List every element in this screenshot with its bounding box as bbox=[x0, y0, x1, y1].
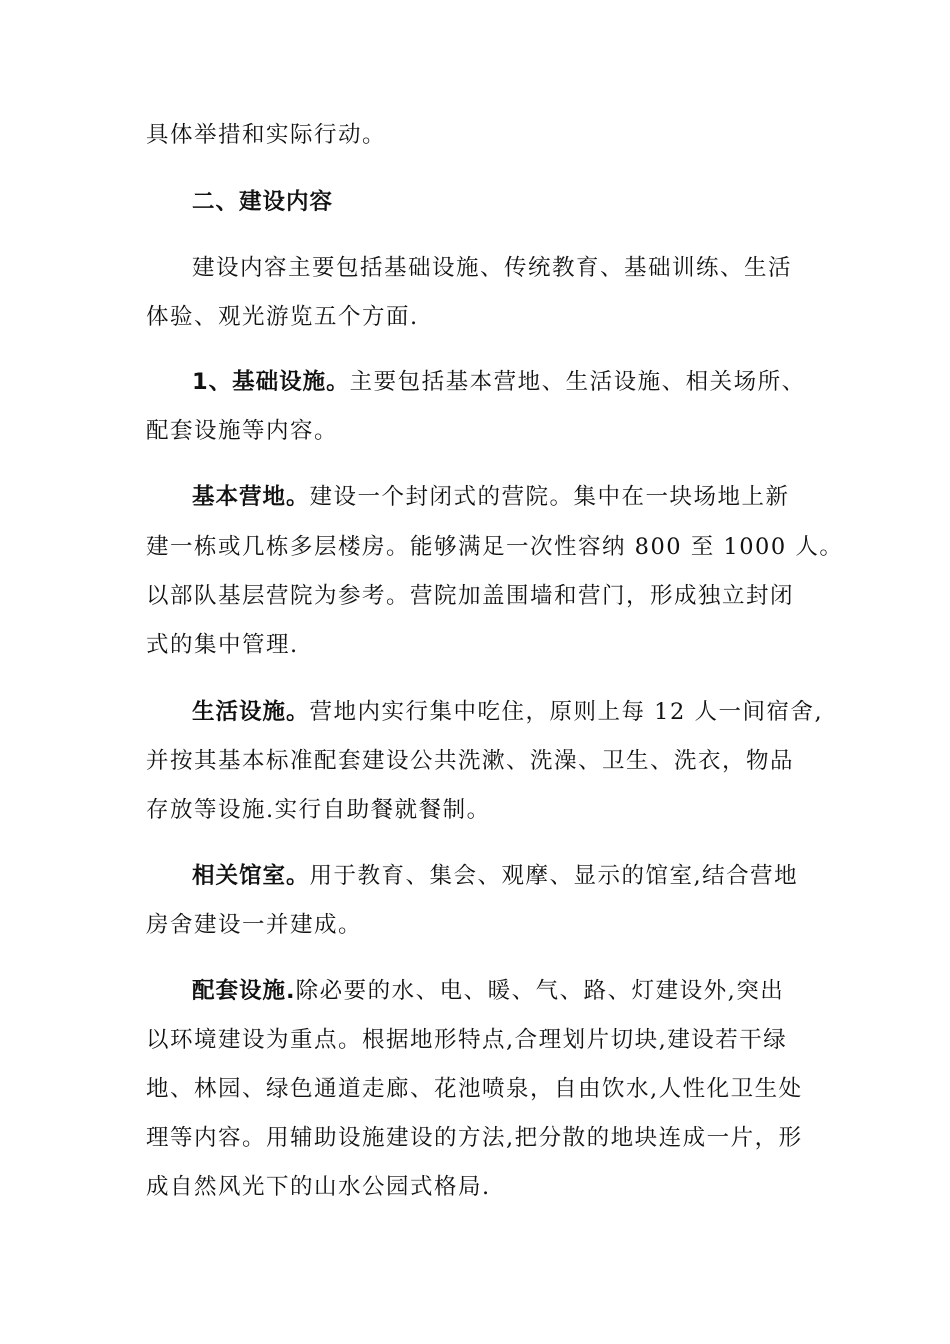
paragraph-line bbox=[192, 253, 792, 283]
living-heading: 生活设施。 bbox=[192, 699, 310, 725]
paragraph-line bbox=[146, 1074, 803, 1104]
paragraph-line bbox=[146, 1172, 491, 1202]
paragraph-line bbox=[146, 532, 843, 562]
camp-text: 式的集中管理. bbox=[146, 632, 299, 658]
overview-text: 体验、观光游览五个方面. bbox=[146, 304, 419, 330]
halls-heading: 相关馆室。 bbox=[192, 863, 310, 889]
living-text: 存放等设施.实行自助餐就餐制。 bbox=[146, 797, 491, 823]
paragraph-line bbox=[192, 697, 823, 727]
supporting-heading: 配套设施. bbox=[192, 978, 296, 1004]
halls-text: 房舍建设一并建成。 bbox=[146, 912, 363, 938]
intro-tail-text: 具体举措和实际行动。 bbox=[146, 122, 387, 148]
section-heading: 二、建设内容 bbox=[192, 189, 334, 215]
paragraph-line bbox=[192, 861, 798, 891]
supporting-text: 成自然风光下的山水公园式格局. bbox=[146, 1174, 491, 1200]
supporting-text: 除必要的水、电、暖、气、路、灯建设外,突出 bbox=[295, 978, 785, 1004]
item-text: 主要包括基本营地、生活设施、相关场所、 bbox=[349, 369, 806, 395]
paragraph-line bbox=[146, 302, 419, 332]
paragraph-line bbox=[146, 581, 794, 611]
supporting-text: 以环境建设为重点。根据地形特点,合理划片切块,建设若干绿 bbox=[146, 1027, 788, 1053]
paragraph-line bbox=[146, 795, 491, 825]
paragraph-line bbox=[146, 120, 386, 150]
camp-text: 建一栋或几栋多层楼房。能够满足一次性容纳 800 至 1000 人。 bbox=[146, 534, 844, 560]
camp-heading: 基本营地。 bbox=[192, 484, 310, 510]
paragraph-line bbox=[146, 1123, 803, 1153]
paragraph-line bbox=[146, 1025, 787, 1055]
camp-text: 以部队基层营院为参考。营院加盖围墙和营门，形成独立封闭 bbox=[146, 583, 795, 609]
paragraph-line bbox=[146, 630, 299, 660]
item-heading: 1、基础设施。 bbox=[192, 369, 350, 395]
paragraph-line bbox=[192, 367, 806, 397]
living-text: 并按其基本标准配套建设公共洗漱、洗澡、卫生、洗衣，物品 bbox=[146, 748, 795, 774]
living-text: 营地内实行集中吃住，原则上每 12 人一间宿舍, bbox=[309, 699, 824, 725]
paragraph-line bbox=[146, 416, 338, 446]
paragraph-line bbox=[192, 482, 790, 512]
item-text: 配套设施等内容。 bbox=[146, 418, 339, 444]
paragraph-line bbox=[146, 910, 362, 940]
paragraph-line bbox=[146, 746, 794, 776]
supporting-text: 理等内容。用辅助设施建设的方法,把分散的地块连成一片，形 bbox=[146, 1125, 803, 1151]
overview-text: 建设内容主要包括基础设施、传统教育、基础训练、生活 bbox=[192, 255, 793, 281]
supporting-text: 地、林园、绿色通道走廊、花池喷泉，自由饮水,人性化卫生处 bbox=[146, 1076, 803, 1102]
halls-text: 用于教育、集会、观摩、显示的馆室,结合营地 bbox=[309, 863, 799, 889]
paragraph-line bbox=[192, 976, 784, 1006]
camp-text: 建设一个封闭式的营院。集中在一块场地上新 bbox=[309, 484, 790, 510]
